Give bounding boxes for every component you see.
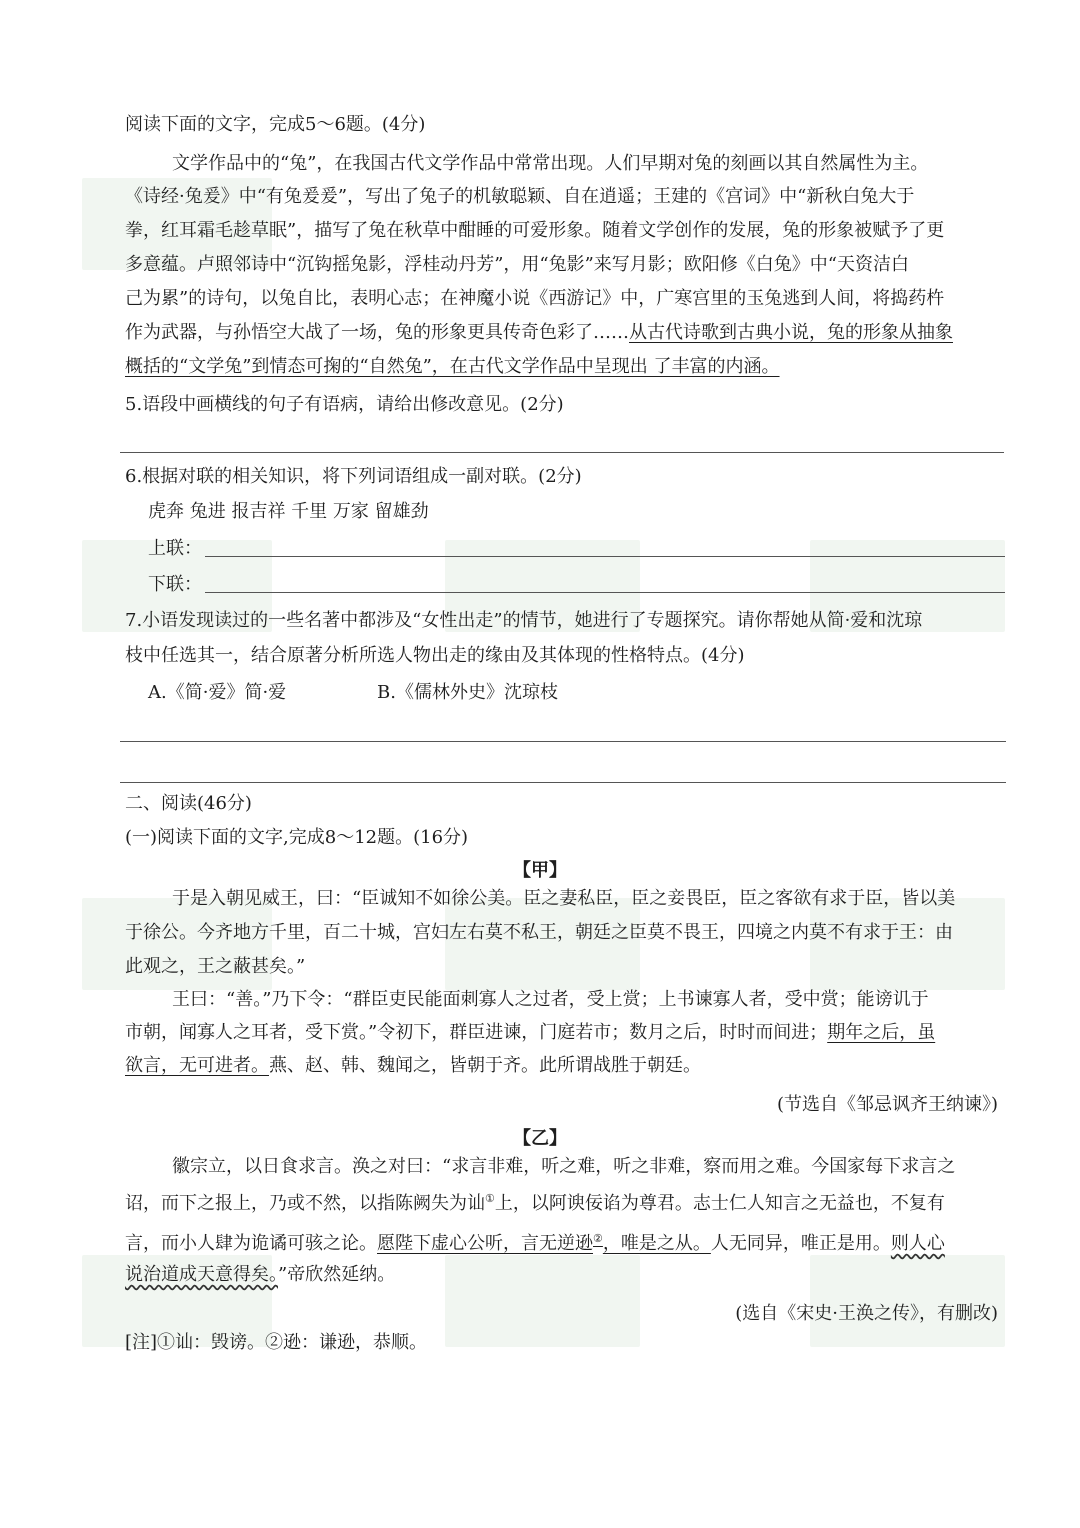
yi-text: 诏，而下之报上，乃或不然，以指陈阙失为讪 (125, 1193, 485, 1214)
yi-line (125, 1233, 945, 1253)
yi-line: 徽宗立，以日食求言。涣之对曰：“求言非难，听之难，听之非难，察而用之难。今国家每下求言之 (172, 1156, 956, 1177)
jia-line: 王曰：“善。”乃下令：“群臣吏民能面刺寡人之过者，受上赏；上书谏寡人者，受中赏；能谤讥于 (172, 989, 929, 1010)
jia-line: 此观之，王之蔽甚矣。” (125, 956, 306, 977)
upper-couplet-label: 上联： (148, 538, 202, 559)
passage-line (125, 324, 953, 342)
option-a: A.《简·爱》简·爱 (148, 682, 287, 703)
passage-line: 《诗经·兔爰》中“有兔爰爰”，写出了兔子的机敏聪颖、自在逍遥；王建的《宫词》中“新秋白兔大于 (125, 186, 915, 207)
lower-couplet-label: 下联： (148, 574, 202, 595)
answer-line (120, 452, 1004, 453)
underlined-sentence: 从古代诗歌到古典小说，兔的形象从抽象 (629, 322, 953, 343)
yi-text: 人无同异，唯正是用。 (710, 1233, 891, 1254)
upper-couplet-answer-line[interactable] (205, 556, 1005, 557)
source-jia: (节选自《邹忌讽齐王纳谏》) (776, 1094, 998, 1115)
passage-text: 作为武器，与孙悟空大战了一场，兔的形象更具传奇色彩了…… (125, 322, 629, 343)
passage-line: 己为累”的诗句，以兔自比，表明心志；在神魔小说《西游记》中，广寒宫里的玉兔逃到人间，将捣药杵 (125, 288, 945, 309)
answer-line[interactable] (120, 782, 1006, 783)
jia-text: 燕、赵、韩、魏闻之，皆朝于齐。此所谓战胜于朝廷。 (269, 1055, 701, 1076)
question-5: 5.语段中画横线的句子有语病，请给出修改意见。(2分) (125, 394, 564, 415)
jia-line (125, 1057, 701, 1075)
underlined-sentence: 欲言，无可进者。 (125, 1055, 269, 1076)
section-title: 二、阅读(46分) (125, 793, 252, 814)
passage-line: 多意蕴。卢照邻诗中“沉钩摇兔影，浮桂动丹芳”，用“兔影”来写月影；欧阳修《白兔》中“天资洁白 (125, 254, 910, 275)
wavy-underlined-sentence: 说治道成天意得矣。 (125, 1264, 278, 1285)
watermark (810, 898, 1005, 990)
annotation-notes: [注]①讪：毁谤。②逊：谦逊，恭顺。 (125, 1332, 428, 1353)
section-subtitle: (一)阅读下面的文字,完成8～12题。(16分) (125, 827, 469, 848)
passage-line: 拳，红耳霜毛趁草眠”，描写了兔在秋草中酣睡的可爱形象。随着文学创作的发展，兔的形象被赋予了更 (125, 220, 945, 241)
answer-line[interactable] (120, 741, 1006, 742)
note-marker: ② (593, 1232, 603, 1245)
couplet-words: 虎奔 兔进 报吉祥 千里 万家 留雄劲 (148, 501, 429, 522)
passage-heading-jia: 【甲】 (513, 860, 567, 881)
passage-line: 文学作品中的“兔”，在我国古代文学作品中常常出现。人们早期对兔的刻画以其自然属性为主。 (172, 153, 929, 174)
watermark (445, 1255, 640, 1347)
passage-heading-yi: 【乙】 (513, 1128, 567, 1149)
yi-line (125, 1266, 395, 1284)
jia-line (125, 1024, 935, 1042)
jia-line: 于徐公。今齐地方千里，百二十城，宫妇左右莫不私王，朝廷之臣莫不畏王，四境之内莫不有求于王：由 (125, 922, 953, 943)
lower-couplet-answer-line[interactable] (205, 592, 1005, 593)
question-7: 7.小语发现读过的一些名著中都涉及“女性出走”的情节，她进行了专题探究。请你帮她从简·爱和沈琼 (125, 610, 923, 631)
reading-intro: 阅读下面的文字，完成5～6题。(4分) (125, 114, 426, 135)
yi-line (125, 1193, 945, 1213)
source-yi: (选自《宋史·王涣之传》，有删改) (735, 1303, 998, 1324)
underlined-sentence: 期年之后，虽 (827, 1022, 936, 1043)
watermark (445, 898, 640, 990)
yi-text: ”帝欣然延纳。 (278, 1264, 396, 1285)
passage-line (125, 358, 780, 376)
jia-text: 市朝，闻寡人之耳者，受下赏。”令初下，群臣进谏，门庭若市；数月之后，时时而间进； (125, 1022, 828, 1043)
underlined-sentence: 概括的“文学兔”到情态可掬的“自然兔”，在古代文学作品中呈现出 了丰富的内涵。 (125, 356, 780, 377)
wavy-underlined-sentence: 则人心 (890, 1233, 945, 1254)
jia-line: 于是入朝见威王，曰：“臣诚知不如徐公美。臣之妻私臣，臣之妾畏臣，臣之客欲有求于臣，皆以美 (172, 888, 956, 909)
underlined-sentence: ，唯是之从。 (602, 1233, 711, 1254)
yi-text: 言，而小人肆为诡谲可骇之论。 (125, 1233, 377, 1254)
question-7-cont: 枝中任选其一，结合原著分析所选人物出走的缘由及其体现的性格特点。(4分) (125, 645, 745, 666)
yi-text: 上，以阿谀佞谄为尊君。志士仁人知言之无益也，不复有 (494, 1193, 945, 1214)
note-marker: ① (485, 1192, 495, 1205)
underlined-sentence: 愿陛下虚心公听，言无逆逊 (377, 1233, 593, 1254)
option-b: B.《儒林外史》沈琼枝 (377, 682, 558, 703)
question-6: 6.根据对联的相关知识，将下列词语组成一副对联。(2分) (125, 466, 582, 487)
